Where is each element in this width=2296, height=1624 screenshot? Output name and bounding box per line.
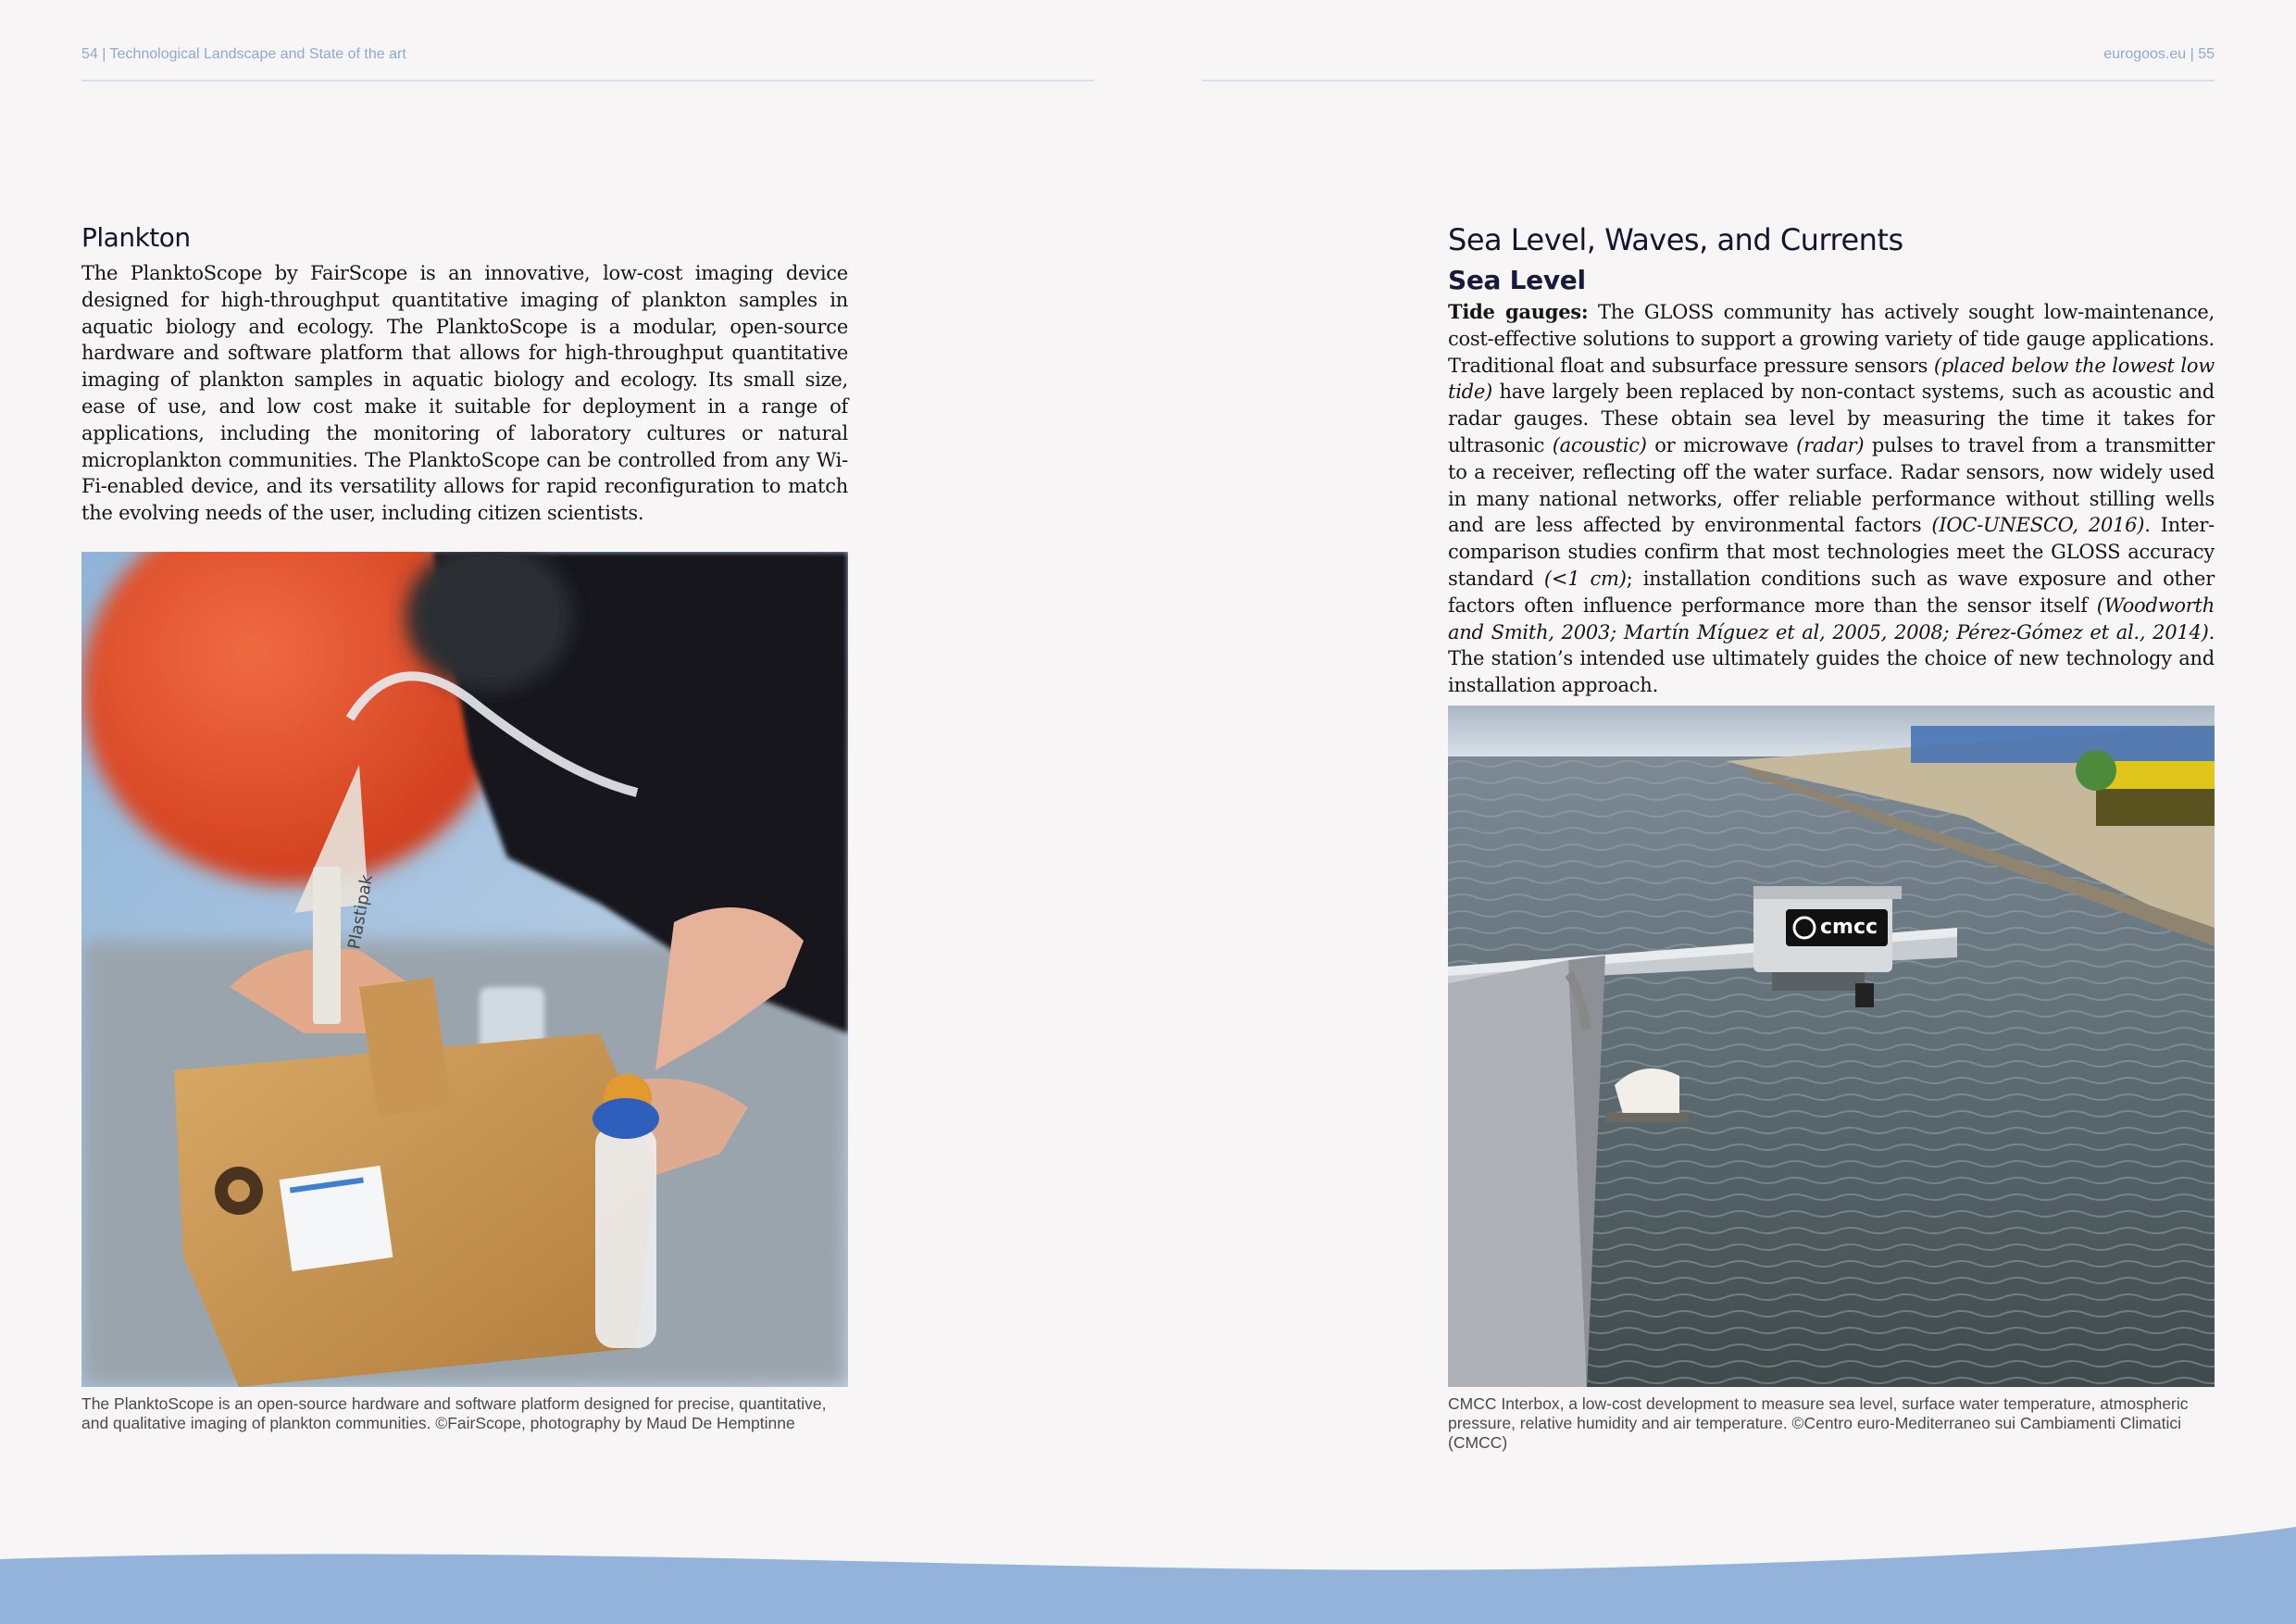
cmcc-interbox-photo [1448, 706, 2215, 1387]
planktoscope-photo [81, 552, 848, 1387]
left-page-column [81, 222, 848, 527]
right-page-column [1448, 222, 2215, 699]
planktoscope-caption: The PlanktoScope is an open-source hardware and software platform designed for precise, quantitative, and qualitative imaging of plankton communities. ©FairScope, photography by Maud De Hemptinne [81, 1394, 827, 1432]
footer-wave-decoration [0, 1513, 2296, 1624]
running-header-right: eurogoos.eu | 55 [2103, 46, 2215, 62]
running-header-left: 54 | Technological Landscape and State of the art [81, 46, 406, 62]
cmcc-logo-text: cmcc [1820, 916, 1878, 939]
plankton-paragraph: The PlanktoScope by FairScope is an innovative, low-cost imaging device designed for high-throughput quantitative imaging of plankton samples in aquatic biology and ecology. The PlanktoScope is a modular, open-source hardware and software platform that allows for high-throughput quantitative imaging of plankton samples in aquatic biology and ecology. Its small size, ease of use, and low cost make it suitable for deployment in a range of applications, including the monitoring of laboratory cultures or natural microplankton communities. The PlanktoScope can be controlled from any Wi-Fi-enabled device, and its versatility allows for rapid reconfiguration to match the evolving needs of the user, including citizen scientists. [81, 262, 848, 525]
tide-gauges-paragraph: Tide gauges: The GLOSS community has actively sought low-maintenance, cost-effective solutions to support a growing variety of tide gauge applications. Traditional float and subsurface pressure sensors (placed below the lowest low tide) have largely been replaced by non-contact systems, such as acoustic and radar gauges. These obtain sea level by measuring the time it takes for ultrasonic (acoustic) or microwave (radar) pulses to travel from a transmitter to a receiver, reflecting off the water surface. Radar sensors, now widely used in many national networks, offer reliable performance without stilling wells and are less affected by environmental factors (IOC-UNESCO, 2016). Inter-comparison studies confirm that most technologies meet the GLOSS accuracy standard (<1 cm); installation conditions such as wave exposure and other factors often influence performance more than the sensor itself (Woodworth and Smith, 2003; Martín Míguez et al, 2005, 2008; Pérez-Gómez et al., 2014). The station’s intended use ultimately guides the choice of new technology and installation approach. [1448, 300, 2215, 697]
header-divider-right [1202, 80, 2215, 81]
section-heading-plankton: Plankton [81, 222, 191, 253]
subheading-sea-level: Sea Level [1448, 265, 1586, 295]
section-heading-sea-level-waves-currents: Sea Level, Waves, and Currents [1448, 222, 1903, 257]
header-divider-left [81, 80, 1094, 81]
cmcc-interbox-caption: CMCC Interbox, a low-cost development to measure sea level, surface water temperature, atmospheric pressure, relative humidity and air temperature. ©Centro euro-Mediterraneo sui Cambiamenti Climatici (CMCC) [1448, 1394, 2189, 1452]
syringe-label-text: Plastipak [344, 873, 378, 951]
tide-gauges-lead: Tide gauges: [1448, 300, 1589, 323]
